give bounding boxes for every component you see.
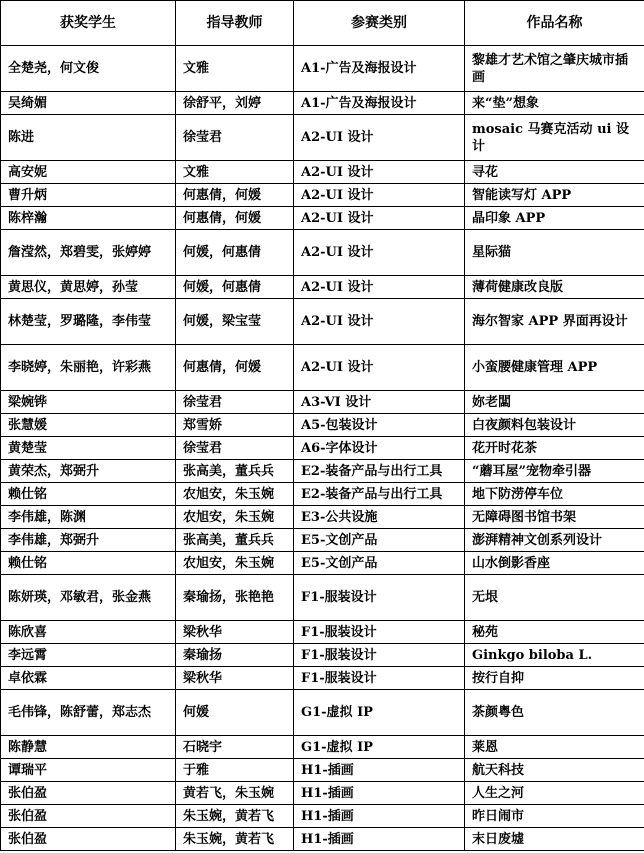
- teacher-cell: 徐莹君: [176, 391, 294, 414]
- student-cell: 张伯盈: [1, 805, 176, 828]
- teacher-cell: 何媛，何惠倩: [176, 230, 294, 276]
- work-cell: 莱恩: [465, 736, 644, 759]
- student-cell: 陈梓瀚: [1, 207, 176, 230]
- header-category: 参赛类别: [294, 1, 465, 46]
- table-row: [1, 667, 644, 690]
- work-cell: 晶印象 APP: [465, 207, 644, 230]
- category-cell: F1-服装设计: [294, 667, 465, 690]
- category-cell: H1-插画: [294, 759, 465, 782]
- table-row: [1, 621, 644, 644]
- category-cell: E5-文创产品: [294, 552, 465, 575]
- teacher-cell: 张高美，董兵兵: [176, 460, 294, 483]
- teacher-cell: 于雅: [176, 759, 294, 782]
- student-cell: 全楚尧，何文俊: [1, 46, 176, 92]
- table-row: [1, 552, 644, 575]
- work-cell: 澎湃精神文创系列设计: [465, 529, 644, 552]
- student-cell: 詹滢然，郑碧雯，张婷婷: [1, 230, 176, 276]
- table-row: [1, 759, 644, 782]
- student-cell: 黄楚莹: [1, 437, 176, 460]
- work-cell: “蘑耳屋”宠物牵引器: [465, 460, 644, 483]
- teacher-cell: 文雅: [176, 161, 294, 184]
- student-cell: 李晓婷，朱丽艳，许彩燕: [1, 345, 176, 391]
- table-row: [1, 391, 644, 414]
- table-row: [1, 644, 644, 667]
- work-cell: 星际猫: [465, 230, 644, 276]
- table-body: [1, 46, 644, 851]
- work-cell: 智能读写灯 APP: [465, 184, 644, 207]
- work-cell: 按行自抑: [465, 667, 644, 690]
- teacher-cell: 何惠倩，何媛: [176, 184, 294, 207]
- work-cell: 寻花: [465, 161, 644, 184]
- teacher-cell: 徐舒平，刘婷: [176, 92, 294, 115]
- table-row: [1, 115, 644, 161]
- category-cell: E2-装备产品与出行工具: [294, 460, 465, 483]
- category-cell: A2-UI 设计: [294, 230, 465, 276]
- student-cell: 曹升炳: [1, 184, 176, 207]
- teacher-cell: 朱玉婉，黄若飞: [176, 828, 294, 851]
- work-cell: 妳老闆: [465, 391, 644, 414]
- teacher-cell: 何媛，梁宝莹: [176, 299, 294, 345]
- category-cell: A2-UI 设计: [294, 345, 465, 391]
- teacher-cell: 农旭安，朱玉婉: [176, 552, 294, 575]
- category-cell: H1-插画: [294, 828, 465, 851]
- header-students: 获奖学生: [1, 1, 176, 46]
- teacher-cell: 文雅: [176, 46, 294, 92]
- category-cell: E2-装备产品与出行工具: [294, 483, 465, 506]
- table-row: [1, 184, 644, 207]
- student-cell: 黄荣杰，郑弼升: [1, 460, 176, 483]
- work-cell: 秘苑: [465, 621, 644, 644]
- student-cell: 谭瑞平: [1, 759, 176, 782]
- category-cell: A6-字体设计: [294, 437, 465, 460]
- work-cell: 昨日闹市: [465, 805, 644, 828]
- teacher-cell: 何惠倩，何媛: [176, 345, 294, 391]
- category-cell: A2-UI 设计: [294, 299, 465, 345]
- teacher-cell: 何惠倩，何媛: [176, 207, 294, 230]
- table-row: [1, 46, 644, 92]
- table-row: [1, 437, 644, 460]
- table-row: [1, 345, 644, 391]
- work-cell: 白夜颜料包装设计: [465, 414, 644, 437]
- table-row: [1, 207, 644, 230]
- table-row: [1, 230, 644, 276]
- category-cell: E5-文创产品: [294, 529, 465, 552]
- table-row: [1, 161, 644, 184]
- table-row: [1, 690, 644, 736]
- category-cell: A3-VI 设计: [294, 391, 465, 414]
- category-cell: A1-广告及海报设计: [294, 92, 465, 115]
- student-cell: 赖仕铭: [1, 552, 176, 575]
- category-cell: G1-虚拟 IP: [294, 690, 465, 736]
- teacher-cell: 徐莹君: [176, 115, 294, 161]
- student-cell: 张伯盈: [1, 782, 176, 805]
- work-cell: 黎雄才艺术馆之肇庆城市插画: [465, 46, 644, 92]
- work-cell: 小蛮腰健康管理 APP: [465, 345, 644, 391]
- work-cell: 地下防涝停车位: [465, 483, 644, 506]
- teacher-cell: 农旭安，朱玉婉: [176, 483, 294, 506]
- table-row: [1, 92, 644, 115]
- student-cell: 张伯盈: [1, 828, 176, 851]
- table-row: [1, 276, 644, 299]
- header-teachers: 指导教师: [176, 1, 294, 46]
- category-cell: A2-UI 设计: [294, 115, 465, 161]
- category-cell: A2-UI 设计: [294, 276, 465, 299]
- work-cell: 无垠: [465, 575, 644, 621]
- category-cell: F1-服装设计: [294, 575, 465, 621]
- work-cell: Ginkgo biloba L.: [465, 644, 644, 667]
- work-cell: mosaic 马赛克活动 ui 设计: [465, 115, 644, 161]
- teacher-cell: 张高美，董兵兵: [176, 529, 294, 552]
- table-row: [1, 736, 644, 759]
- table-row: [1, 506, 644, 529]
- teacher-cell: 梁秋华: [176, 621, 294, 644]
- header-work: 作品名称: [465, 1, 644, 46]
- table-row: [1, 460, 644, 483]
- category-cell: F1-服装设计: [294, 621, 465, 644]
- header-row: [1, 1, 644, 46]
- table-row: [1, 414, 644, 437]
- student-cell: 李伟雄，陈渊: [1, 506, 176, 529]
- work-cell: 人生之河: [465, 782, 644, 805]
- category-cell: A1-广告及海报设计: [294, 46, 465, 92]
- student-cell: 高安妮: [1, 161, 176, 184]
- work-cell: 薄荷健康改良版: [465, 276, 644, 299]
- category-cell: F1-服装设计: [294, 644, 465, 667]
- teacher-cell: 梁秋华: [176, 667, 294, 690]
- work-cell: 无障碍图书馆书架: [465, 506, 644, 529]
- student-cell: 梁婉铧: [1, 391, 176, 414]
- category-cell: G1-虚拟 IP: [294, 736, 465, 759]
- table-row: [1, 782, 644, 805]
- work-cell: 山水倒影香座: [465, 552, 644, 575]
- student-cell: 毛伟锋，陈舒蕾，郑志杰: [1, 690, 176, 736]
- table-row: [1, 805, 644, 828]
- student-cell: 陈静慧: [1, 736, 176, 759]
- student-cell: 李伟雄，郑弼升: [1, 529, 176, 552]
- table-row: [1, 299, 644, 345]
- category-cell: H1-插画: [294, 782, 465, 805]
- category-cell: A2-UI 设计: [294, 207, 465, 230]
- student-cell: 赖仕铭: [1, 483, 176, 506]
- table-row: [1, 575, 644, 621]
- teacher-cell: 何媛: [176, 690, 294, 736]
- student-cell: 李远霄: [1, 644, 176, 667]
- teacher-cell: 农旭安，朱玉婉: [176, 506, 294, 529]
- work-cell: 茶颜粤色: [465, 690, 644, 736]
- category-cell: A5-包装设计: [294, 414, 465, 437]
- student-cell: 吴绮媚: [1, 92, 176, 115]
- table-row: [1, 828, 644, 851]
- category-cell: A2-UI 设计: [294, 184, 465, 207]
- student-cell: 卓依霖: [1, 667, 176, 690]
- teacher-cell: 石晓宇: [176, 736, 294, 759]
- work-cell: 航天科技: [465, 759, 644, 782]
- student-cell: 林楚莹，罗璐隆，李伟莹: [1, 299, 176, 345]
- teacher-cell: 朱玉婉，黄若飞: [176, 805, 294, 828]
- teacher-cell: 徐莹君: [176, 437, 294, 460]
- teacher-cell: 何媛，何惠倩: [176, 276, 294, 299]
- teacher-cell: 秦瑜扬: [176, 644, 294, 667]
- work-cell: 来“垫”想象: [465, 92, 644, 115]
- work-cell: 花开时花茶: [465, 437, 644, 460]
- category-cell: E3-公共设施: [294, 506, 465, 529]
- student-cell: 陈妍瑛，邓敏君，张金燕: [1, 575, 176, 621]
- table-row: [1, 483, 644, 506]
- student-cell: 陈欣喜: [1, 621, 176, 644]
- student-cell: 张慧媛: [1, 414, 176, 437]
- category-cell: A2-UI 设计: [294, 161, 465, 184]
- teacher-cell: 郑雪娇: [176, 414, 294, 437]
- work-cell: 海尔智家 APP 界面再设计: [465, 299, 644, 345]
- category-cell: H1-插画: [294, 805, 465, 828]
- student-cell: 陈进: [1, 115, 176, 161]
- table-row: [1, 529, 644, 552]
- teacher-cell: 秦瑜扬，张艳艳: [176, 575, 294, 621]
- student-cell: 黄思仪，黄思婷，孙莹: [1, 276, 176, 299]
- teacher-cell: 黄若飞，朱玉婉: [176, 782, 294, 805]
- work-cell: 末日废墟: [465, 828, 644, 851]
